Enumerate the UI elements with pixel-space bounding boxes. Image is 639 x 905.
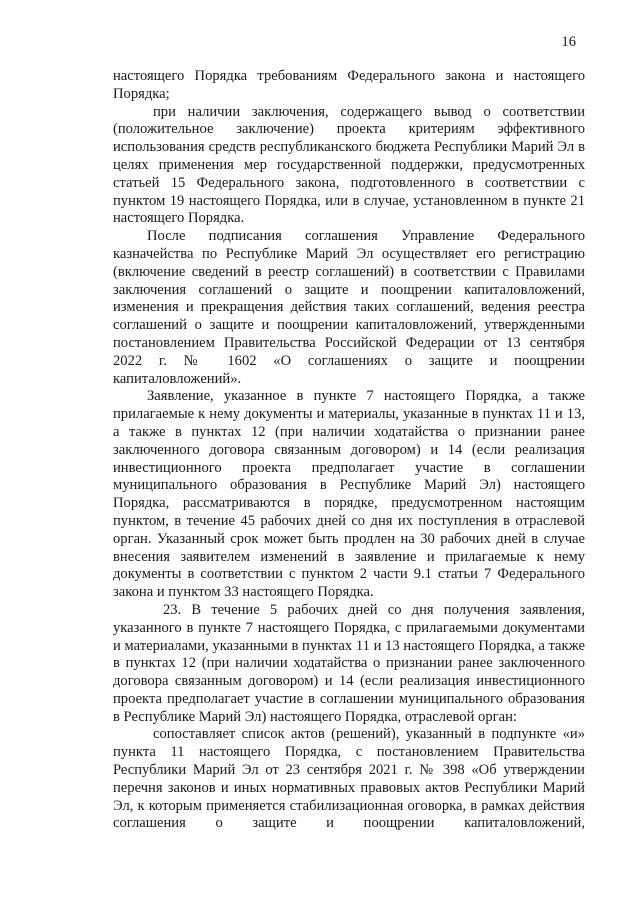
page-number: 16 <box>561 34 576 50</box>
paragraph-continuation: настоящего Порядка требованиям Федерального закона и настоящего Порядка; <box>113 68 585 102</box>
paragraph-compare-acts: сопоставляет список актов (решений), указанный в подпункте «и» пункта 11 настоящего Порядка, с постановлением Правительства Республики Марий Эл от 23 сентября 2021 г. № 398 «Об утверждении перечня законов и иных нормативных правовых актов Республики Марий Эл, к которым применяется стабилизационная оговорка, в рамках действия соглашения о защите и поощрении капиталовложений, <box>113 726 585 832</box>
paragraph-registration: После подписания соглашения Управление Федерального казначейства по Республике Марий Эл осуществляет его регистрацию (включение сведений в реестр соглашений) в соответствии с Правилами заключения соглашений о защите и поощрении капиталовложений, изменения и прекращения действия таких соглашений, ведения реестра соглашений о защите и поощрении капиталовложений, утвержденными постановлением Правительства Российской Федерации от 13 сентября 2022 г. № 1602 «О соглашениях о защите и поощрении капиталовложений». <box>113 228 585 387</box>
document-body <box>113 68 585 833</box>
paragraph-application-review: Заявление, указанное в пункте 7 настоящего Порядка, а также прилагаемые к нему документы и материалы, указанные в пунктах 11 и 13, а также в пунктах 12 (при наличии ходатайства о признании ранее заключенного договора связанным договором) и 14 (если реализация инвестиционного проекта предполагает участие в соглашении муниципального образования в Республике Марий Эл) настоящего Порядка, рассматриваются в порядке, предусмотренном настоящим пунктом, в течение 45 рабочих дней со дня их поступления в отраслевой орган. Указанный срок может быть продлен на 30 рабочих дней в случае внесения заявителем изменений в заявление и прилагаемые к нему документы в соответствии с пунктом 2 части 9.1 статьи 7 Федерального закона и пунктом 33 настоящего Порядка. <box>113 388 585 601</box>
paragraph-item-23: 23. В течение 5 рабочих дней со дня получения заявления, указанного в пункте 7 настоящего Порядка, с прилагаемыми документами и материалами, указанными в пунктах 11 и 13 настоящего Порядка, а также в пунктах 12 (при наличии ходатайства о признании ранее заключенного договора связанным договором) и 14 (если реализация инвестиционного проекта предполагает участие в соглашении муниципального образования в Республике Марий Эл) настоящего Порядка, отраслевой орган: <box>113 601 585 725</box>
paragraph-conclusion-condition: при наличии заключения, содержащего вывод о соответствии (положительное заключение) проекта критериям эффективного использования средств республиканского бюджета Республики Марий Эл в целях применения мер государственной поддержки, предусмотренных статьей 15 Федерального закона, подготовленного в соответствии с пунктом 19 настоящего Порядка, или в случае, установленном в пункте 21 настоящего Порядка. <box>113 103 585 227</box>
